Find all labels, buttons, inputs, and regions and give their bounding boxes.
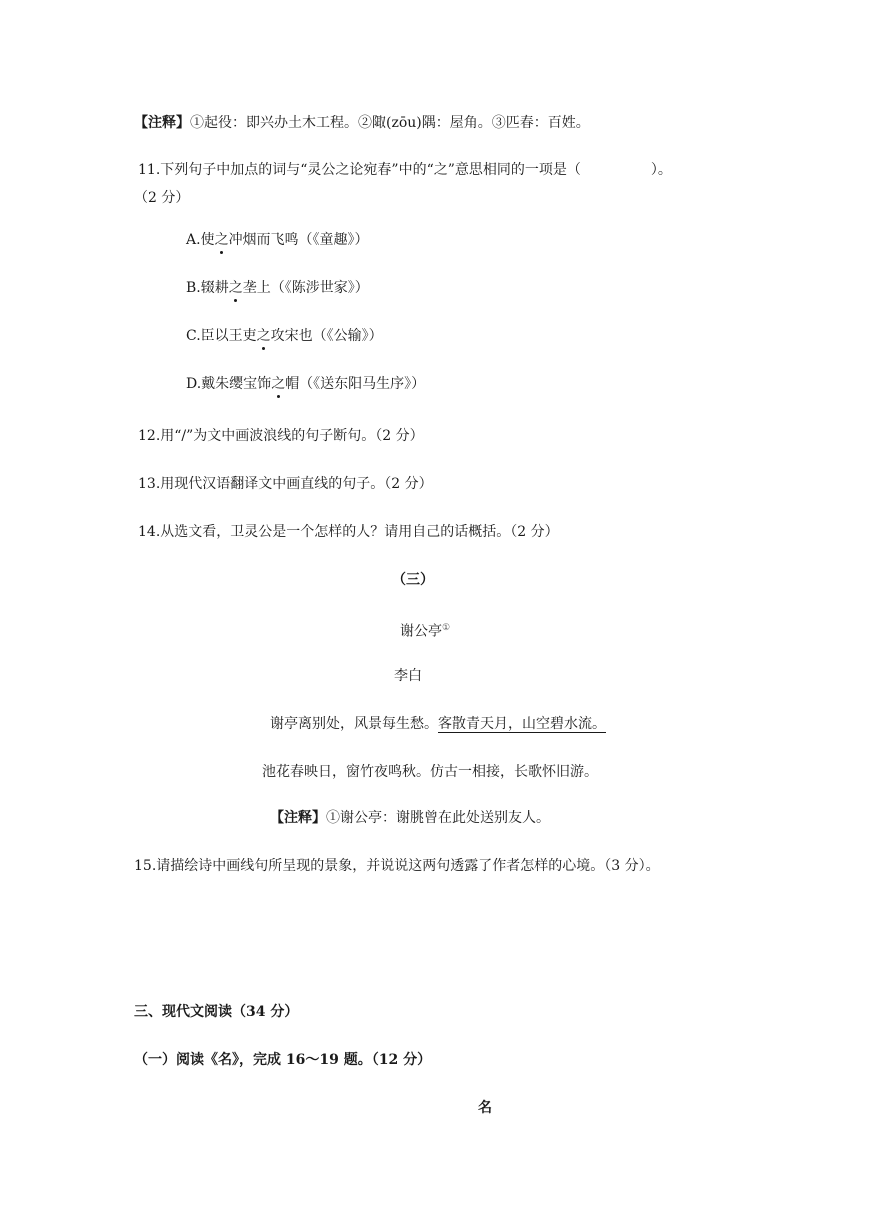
poem-line-2: 池花春映日，窗竹夜鸣秋。仿古一相接，长歌怀旧游。 (262, 764, 598, 780)
question-14: 14.从选文看，卫灵公是一个怎样的人？请用自己的话概括。（2 分） (138, 524, 559, 540)
question-11-score: （2 分） (134, 190, 190, 206)
note-1 (134, 113, 590, 133)
question-13: 13.用现代汉语翻译文中画直线的句子。（2 分） (138, 476, 433, 492)
poem-note-label: 【注释】 (270, 810, 326, 826)
option-d: D.戴朱缨宝饰之帽（《送东阳马生序》） (186, 376, 426, 392)
poem-author: 李白 (394, 668, 422, 684)
option-b: B.辍耕之垄上（《陈涉世家》） (186, 280, 369, 296)
poem-note (270, 808, 550, 828)
dotted-word: 之 (228, 280, 243, 296)
poem-line-1: 谢亭离别处，风景每生愁。客散青天月，山空碧水流。 (270, 716, 606, 732)
option-a: A.使之冲烟而飞鸣（《童趣》） (186, 232, 369, 248)
question-11: 11.下列句子中加点的词与“灵公之论宛春”中的“之”意思相同的一项是（ ）。 (138, 162, 672, 178)
note-1-text: ①起役：即兴办土木工程。②陬(zōu)隅：屋角。③匹春：百姓。 (190, 115, 590, 131)
option-c: C.臣以王吏之攻宋也（《公输》） (186, 328, 383, 344)
dotted-word: 之 (214, 232, 229, 248)
poem-note-text: ①谢公亭：谢朓曾在此处送别友人。 (326, 810, 550, 826)
section-3-heading: 三、现代文阅读（34 分） (134, 1004, 299, 1020)
poem-section-heading: （三） (392, 572, 434, 588)
note-1-label: 【注释】 (134, 115, 190, 131)
dotted-word: 之 (271, 376, 286, 392)
question-12: 12.用“/”为文中画波浪线的句子断句。（2 分） (138, 428, 424, 444)
dotted-word: 之 (256, 328, 271, 344)
article-title: 名 (478, 1100, 492, 1116)
poem-title: 谢公亭① (400, 623, 451, 640)
section-3-subheading: （一）阅读《名》，完成 16～19 题。（12 分） (134, 1052, 432, 1068)
question-15: 15.请描绘诗中画线句所呈现的景象，并说说这两句透露了作者怎样的心境。（3 分）。 (134, 858, 660, 874)
footnote-mark: ① (442, 623, 451, 633)
underlined-verse: 客散青天月，山空碧水流。 (438, 716, 606, 732)
